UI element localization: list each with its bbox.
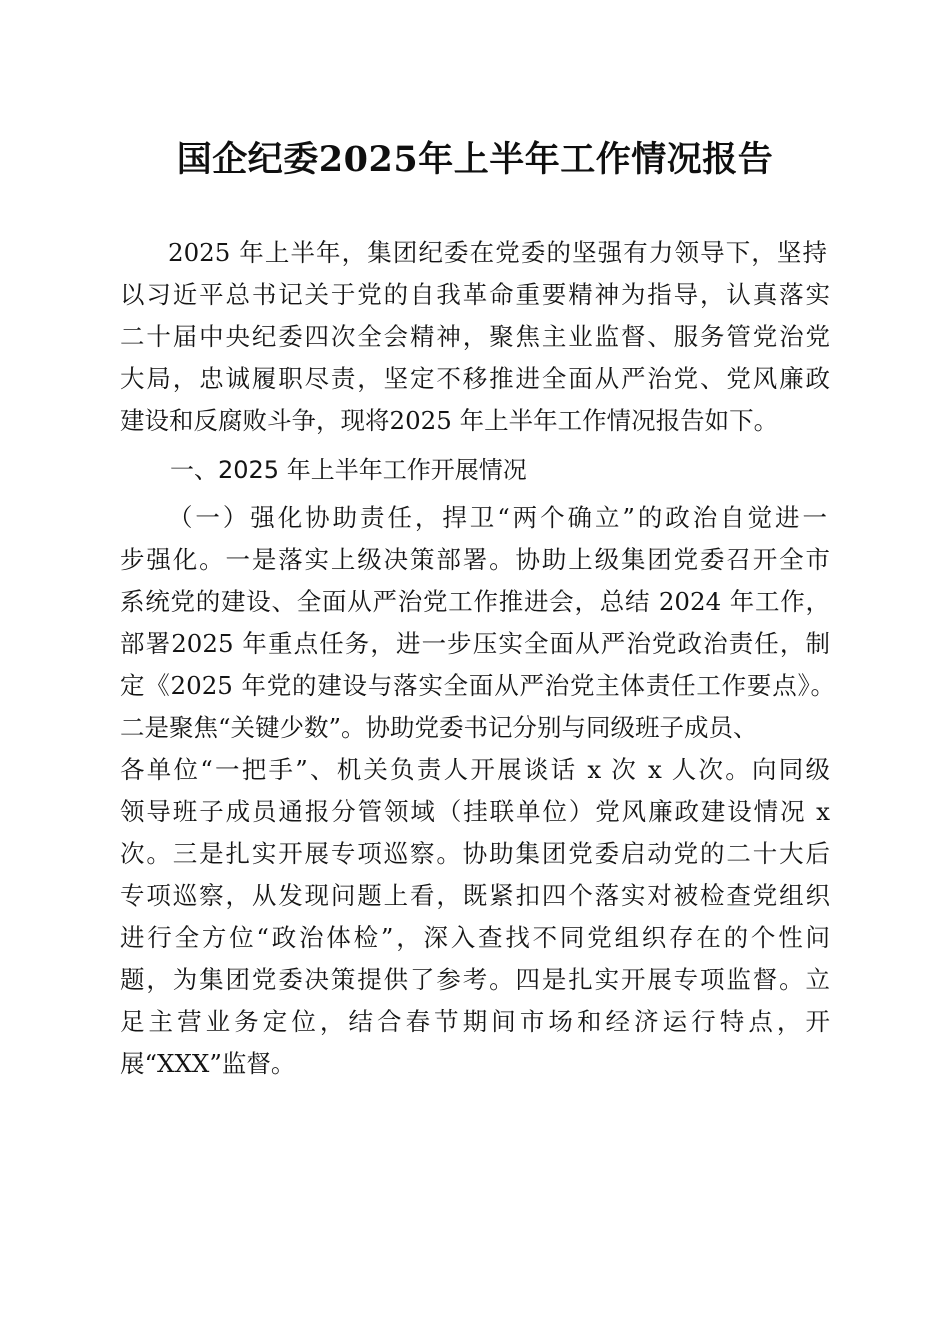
sub-line-1: （一）强化协助责任，捍卫“两个确立”的政治自觉进一 [168, 503, 827, 532]
intro-line-3: 二十届中央纪委四次全会精神，聚焦主业监督、服务管党治党 [120, 322, 830, 351]
sub-line-6: 二是聚焦“关键少数”。协助党委书记分别与同级班子成员、 [120, 713, 758, 742]
sub-line-12: 题，为集团党委决策提供了参考。四是扎实开展专项监督。立 [120, 965, 830, 994]
sub-line-4: 部署2025 年重点任务，进一步压实全面从严治党政治责任，制 [120, 629, 830, 658]
sub-line-13: 足主营业务定位，结合春节期间市场和经济运行特点，开 [120, 1007, 830, 1036]
intro-line-4: 大局，忠诚履职尽责，坚定不移推进全面从严治党、党风廉政 [120, 364, 830, 393]
section-heading: 一、2025 年上半年工作开展情况 [170, 456, 527, 484]
intro-line-2: 以习近平总书记关于党的自我革命重要精神为指导，认真落实 [120, 280, 830, 309]
sub-line-14: 展“XXX”监督。 [120, 1049, 296, 1078]
sub-line-10: 专项巡察，从发现问题上看，既紧扣四个落实对被检查党组织 [120, 881, 830, 910]
sub-line-2: 步强化。一是落实上级决策部署。协助上级集团党委召开全市 [120, 545, 830, 574]
intro-line-1: 2025 年上半年，集团纪委在党委的坚强有力领导下，坚持 [168, 238, 827, 267]
sub-line-11: 进行全方位“政治体检”，深入查找不同党组织存在的个性问 [120, 923, 830, 952]
sub-line-9: 次。三是扎实开展专项巡察。协助集团党委启动党的二十大后 [120, 839, 830, 868]
sub-line-3: 系统党的建设、全面从严治党工作推进会，总结 2024 年工作， [120, 587, 830, 616]
sub-line-8: 领导班子成员通报分管领域（挂联单位）党风廉政建设情况 x [120, 797, 830, 826]
sub-line-5: 定《2025 年党的建设与落实全面从严治党主体责任工作要点》。 [120, 671, 835, 700]
intro-line-5: 建设和反腐败斗争，现将2025 年上半年工作情况报告如下。 [120, 406, 779, 435]
document-title: 国企纪委2025年上半年工作情况报告 [176, 139, 774, 180]
sub-line-7: 各单位“一把手”、机关负责人开展谈话 x 次 x 人次。向同级 [120, 755, 830, 784]
